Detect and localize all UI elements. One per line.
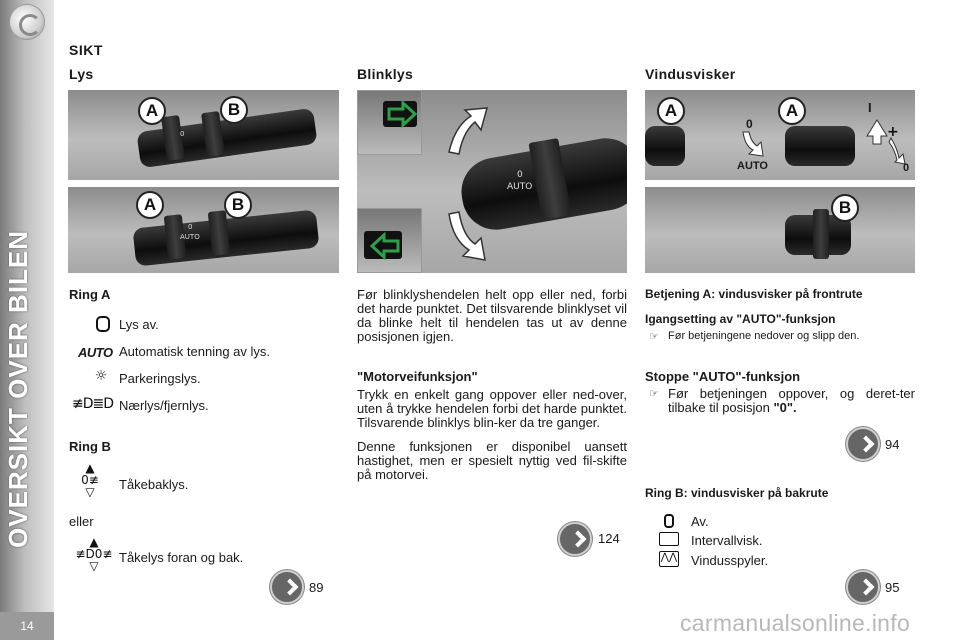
or-text: eller [69, 514, 94, 529]
washer-icon: ⋀⋀ [659, 551, 679, 567]
watermark: carmanualsonline.info [680, 610, 911, 636]
section-title: SIKT [69, 42, 103, 58]
figure-label-b: B [224, 191, 252, 219]
page-ref-arrow-icon[interactable] [846, 570, 880, 604]
wiper-b-item-off: Av. [691, 514, 709, 529]
intermittent-wipe-icon [659, 532, 679, 546]
front-rear-fog-icon: ▲ ≢D0≢ ▽ [75, 535, 113, 573]
green-left-arrow-icon [358, 209, 423, 273]
vindusvisker-heading: Vindusvisker [645, 66, 736, 82]
figure-label-a: A [778, 97, 806, 125]
fog-lamp-icon: ▲ 0≢ ▽ [81, 461, 99, 499]
lamp-off-icon [96, 316, 110, 332]
ring-a-item-off: Lys av. [119, 317, 159, 332]
ring-b-item-both-fog: Tåkelys foran og bak. [119, 550, 244, 565]
blinklys-paragraph: Før blinklyshendelen helt opp eller ned, forbi det harde punktet. Det tilsvarende blinklyset vil da blinke helt til hendelen tas ut av denne posisjonen igjen. [357, 287, 627, 344]
ring-a-item-auto: Automatisk tenning av lys. [119, 344, 271, 359]
wiper-ring-a-heading: Betjening A: vindusvisker på frontrute [645, 287, 863, 301]
motorway-paragraph-1: Trykk en enkelt gang oppover eller ned-over, uten å trykke hendelen forbi det harde punktet. Tilsvarende blinklys blin-ker da tre ganger. [357, 387, 627, 430]
off-zero-icon [664, 514, 674, 528]
dashboard-inset-top [357, 90, 422, 155]
figure-label-a: A [657, 97, 685, 125]
blinklys-heading: Blinklys [357, 66, 414, 82]
motorway-paragraph-2: Denne funksjonen er disponibel uansett hastighet, men er spesielt nyttig ved fil-skifte på motorvei. [357, 439, 627, 482]
wiper-ring-b-heading: Ring B: vindusvisker på bakrute [645, 486, 829, 500]
auto-off-heading: Stoppe "AUTO"-funksjon [645, 369, 801, 384]
auto-on-text: Før betjeningene nedover og slipp den. [668, 330, 860, 342]
parking-lights-icon: ☼ [94, 368, 108, 384]
ring-b-item-rear-fog: Tåkebaklys. [119, 477, 189, 492]
svg-text:+: + [887, 124, 899, 140]
page-ref-arrow-icon[interactable] [270, 570, 304, 604]
wiper-b-item-interval: Intervallvisk. [691, 533, 763, 548]
dashboard-inset-bottom [357, 208, 422, 273]
bullet-icon: ☞ [649, 330, 659, 343]
lys-photo-bottom: 0 AUTO A B [68, 187, 339, 273]
blinklys-photo: 0 AUTO [357, 90, 627, 273]
figure-label-a: A [136, 191, 164, 219]
brand-logo-icon [9, 4, 45, 40]
page-ref-number[interactable]: 89 [309, 580, 324, 595]
wiper-up-return-arrow-icon [863, 114, 911, 166]
turn-up-arrow-icon [437, 100, 497, 160]
ring-a-heading: Ring A [69, 287, 111, 302]
wiper-photo-bottom [645, 187, 915, 273]
sidebar-title: OVERSIKT OVER BILEN [3, 229, 33, 548]
auto-icon: AUTO [78, 345, 113, 360]
page-ref-arrow-icon[interactable] [558, 522, 592, 556]
ring-a-item-parking: Parkeringslys. [119, 371, 201, 386]
wiper-photo-top: A A 0 AUTO I + 0 [645, 90, 915, 180]
wiper-b-item-washer: Vindusspyler. [691, 553, 769, 568]
figure-label-a: A [138, 97, 166, 125]
page-ref-number[interactable]: 95 [885, 580, 900, 595]
auto-off-text: Før betjeningen oppover, og deret-ter tilbake til posisjon "0". [668, 386, 915, 415]
page-ref-arrow-icon[interactable] [846, 427, 880, 461]
lys-heading: Lys [69, 66, 94, 82]
page-ref-number[interactable]: 94 [885, 437, 900, 452]
motorway-heading: "Motorveifunksjon" [357, 369, 478, 384]
page-number: 14 [0, 612, 54, 640]
wiper-down-arrow-icon [737, 130, 765, 160]
figure-label-b: B [220, 96, 248, 124]
green-right-arrow-icon [358, 91, 423, 156]
sidebar [0, 0, 54, 640]
figure-label-b: B [831, 194, 859, 222]
lys-photo-top: 0 A B [68, 90, 339, 180]
dipped-main-beam-icon: ≢D≣D [72, 396, 114, 412]
auto-on-heading: Igangsetting av "AUTO"-funksjon [645, 312, 836, 326]
bullet-icon: ☞ [649, 387, 659, 400]
ring-b-heading: Ring B [69, 439, 111, 454]
ring-a-item-beam: Nærlys/fjernlys. [119, 398, 209, 413]
page-ref-number[interactable]: 124 [598, 531, 620, 546]
turn-down-arrow-icon [433, 208, 493, 270]
